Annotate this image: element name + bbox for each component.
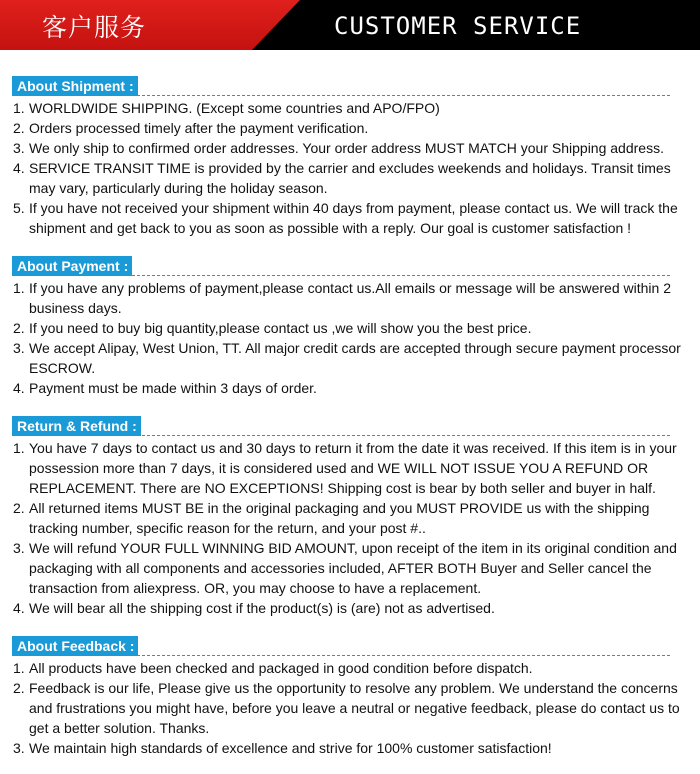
section-return-refund [0, 416, 700, 618]
customer-service-banner [0, 0, 700, 50]
section-header [12, 636, 670, 656]
section-shipment [0, 76, 700, 238]
list-item: 3. We will refund YOUR FULL WINNING BID AMOUNT, upon receipt of the item in its original condition and packaging with all components and accessories included, AFTER BOTH Buyer and Seller cancel the transaction from aliexpress. OR, you may choose to have a replacement. [13, 540, 677, 596]
list-item: 2. If you need to buy big quantity,please contact us ,we will show you the best price. [13, 320, 532, 336]
banner-title-chinese: 客户服务 [42, 13, 147, 42]
section-title: About Shipment : [12, 76, 138, 96]
feedback-list [0, 658, 700, 758]
section-payment [0, 256, 700, 398]
section-feedback [0, 636, 700, 758]
return-refund-list [0, 438, 700, 618]
list-item: 1. WORLDWIDE SHIPPING. (Except some countries and APO/FPO) [13, 100, 440, 116]
list-item: 1. All products have been checked and packaged in good condition before dispatch. [13, 660, 533, 676]
list-item: 4. SERVICE TRANSIT TIME is provided by the carrier and excludes weekends and holidays. Transit times may vary, particularly during the holiday season. [13, 160, 671, 196]
list-item: 3. We only ship to confirmed order addresses. Your order address MUST MATCH your Shipping address. [13, 140, 664, 156]
section-header [12, 256, 670, 276]
list-item: 4. Payment must be made within 3 days of order. [13, 380, 317, 396]
banner-title-english: CUSTOMER SERVICE [334, 12, 582, 40]
shipment-list [0, 98, 700, 238]
section-header [12, 76, 670, 96]
list-item: 5. If you have not received your shipment within 40 days from payment, please contact us. We will track the shipment and get back to you as soon as possible with a reply. Our goal is customer satisfaction ! [13, 200, 678, 236]
list-item: 2. Feedback is our life, Please give us the opportunity to resolve any problem. We understand the concerns and frustrations you might have, before you leave a neutral or negative feedback, please do contact us to get a better solution. Thanks. [13, 680, 680, 736]
payment-list [0, 278, 700, 398]
section-title: About Payment : [12, 256, 132, 276]
list-item: 3. We accept Alipay, West Union, TT. All major credit cards are accepted through secure payment processor ESCROW. [13, 340, 681, 376]
list-item: 4. We will bear all the shipping cost if the product(s) is (are) not as advertised. [13, 600, 495, 616]
list-item: 1. You have 7 days to contact us and 30 days to return it from the date it was received. If this item is in your possession more than 7 days, it is considered used and WE WILL NOT ISSUE YOU A REFUND OR REPLACEMENT. There are NO EXCEPTIONS! Shipping cost is bear by both seller and buyer in half. [13, 440, 677, 496]
list-item: 3. We maintain high standards of excellence and strive for 100% customer satisfaction! [13, 740, 552, 756]
section-header [12, 416, 670, 436]
section-title: About Feedback : [12, 636, 138, 656]
section-title: Return & Refund : [12, 416, 141, 436]
list-item: 2. All returned items MUST BE in the original packaging and you MUST PROVIDE us with the shipping tracking number, specific reason for the return, and your post #.. [13, 500, 650, 536]
list-item: 1. If you have any problems of payment,please contact us.All emails or message will be answered within 2 business days. [13, 280, 671, 316]
list-item: 2. Orders processed timely after the payment verification. [13, 120, 369, 136]
